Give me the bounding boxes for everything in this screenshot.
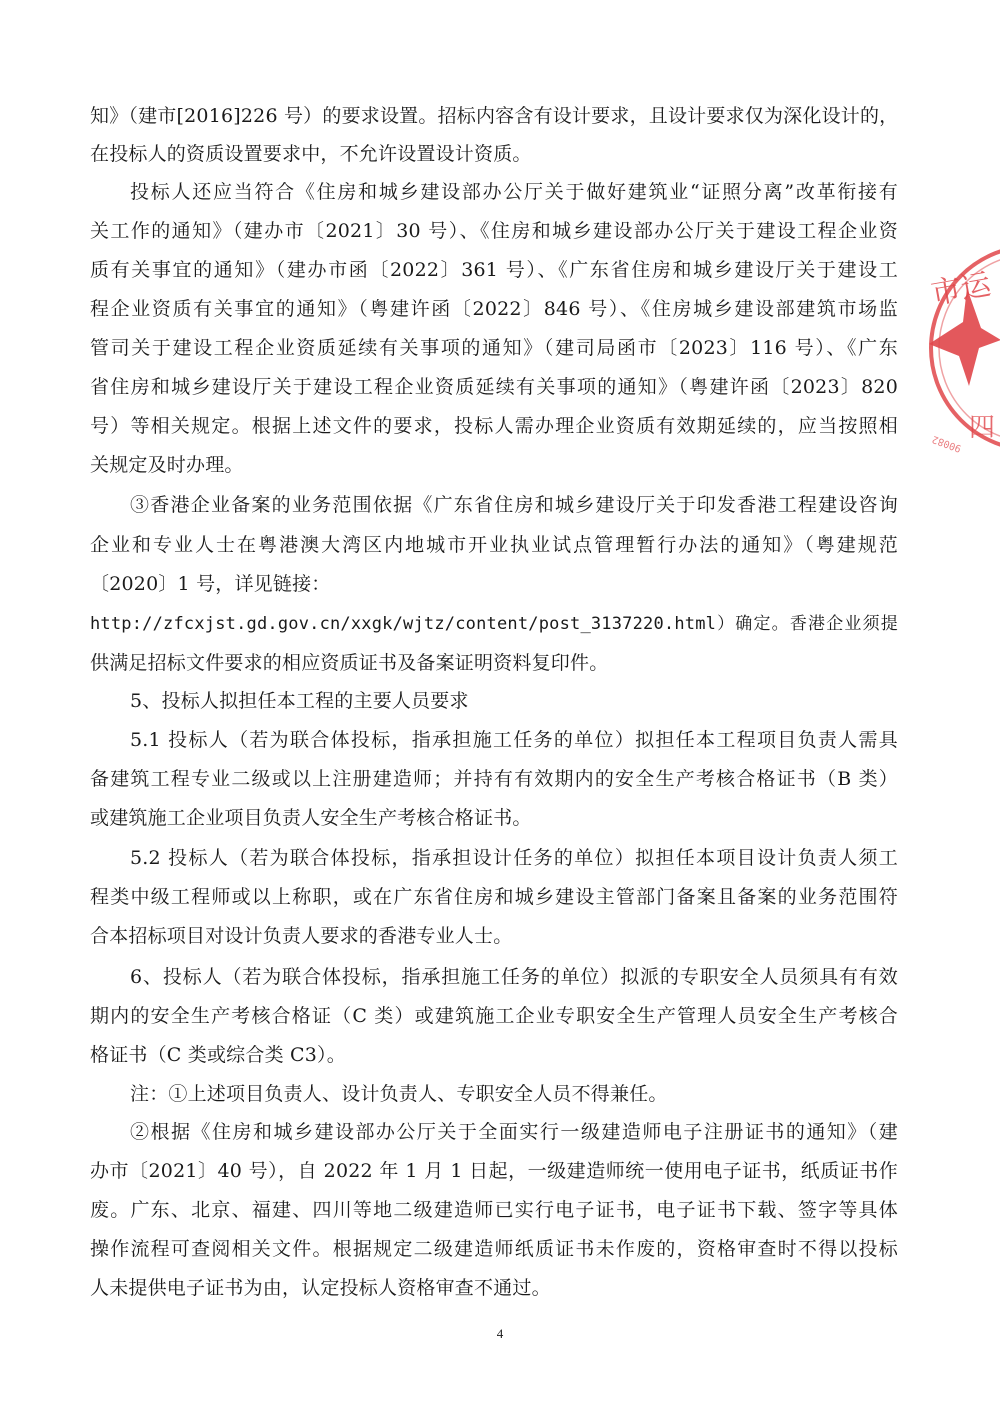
text-line: 合本招标项目对设计负责人要求的香港专业人士。	[90, 925, 513, 947]
text-line: 〔2020〕1 号，详见链接：	[90, 573, 331, 595]
paragraph-first-line: 6、投标人（若为联合体投标，指承担施工任务的单位）拟派的专职安全人员须具有有效	[130, 966, 898, 988]
text-line: 关规定及时办理。	[90, 454, 244, 476]
seal-text: 市运	[928, 267, 994, 312]
text-line: 废。广东、北京、福建、四川等地二级建造师已实行电子证书，电子证书下载、签字等具体	[90, 1199, 898, 1221]
official-seal	[925, 240, 1000, 480]
text-line: 号）等相关规定。根据上述文件的要求，投标人需办理企业资质有效期延续的，应当按照相	[90, 415, 898, 437]
paragraph-first-line: 投标人还应当符合《住房和城乡建设部办公厅关于做好建筑业“证照分离”改革衔接有	[130, 181, 898, 203]
text-line: 人未提供电子证书为由，认定投标人资格审查不通过。	[90, 1277, 551, 1299]
text-line: 知》（建市[2016]226 号）的要求设置。招标内容含有设计要求，且设计要求仅为深化设计的，	[90, 105, 899, 127]
text-line: 备建筑工程专业二级或以上注册建造师；并持有有效期内的安全生产考核合格证书（B 类）	[90, 768, 898, 790]
text-line: 操作流程可查阅相关文件。根据规定二级建造师纸质证书未作废的，资格审查时不得以投标	[90, 1238, 898, 1260]
text-line: 办市〔2021〕40 号），自 2022 年 1 月 1 日起，一级建造师统一使用电子证书，纸质证书作	[90, 1160, 898, 1182]
section-heading: 5、投标人拟担任本工程的主要人员要求	[130, 690, 469, 712]
paragraph-first-line: ③香港企业备案的业务范围依据《广东省住房和城乡建设厅关于印发香港工程建设咨询	[130, 494, 898, 516]
text-line: 期内的安全生产考核合格证（C 类）或建筑施工企业专职安全生产管理人员安全生产考核合	[90, 1005, 898, 1027]
text-line: 格证书（C 类或综合类 C3）。	[90, 1044, 346, 1066]
seal-partial-text: 四	[969, 413, 996, 443]
text-line: 质有关事宜的通知》（建办市函〔2022〕361 号）、《广东省住房和城乡建设厅关于建设工	[90, 259, 898, 281]
text-line: 管司关于建设工程企业资质延续有关事项的通知》（建司局函市〔2023〕116 号）、《广东	[90, 337, 898, 359]
text-line: 程企业资质有关事宜的通知》（粤建许函〔2022〕846 号）、《住房城乡建设部建筑市场监	[90, 298, 898, 320]
text-line: 供满足招标文件要求的相应资质证书及备案证明资料复印件。	[90, 652, 609, 674]
text-line: 或建筑施工企业项目负责人安全生产考核合格证书。	[90, 807, 532, 829]
note-line: 注：①上述项目负责人、设计负责人、专职安全人员不得兼任。	[130, 1083, 668, 1105]
text-line: 关工作的通知》（建办市〔2021〕30 号）、《住房和城乡建设部办公厅关于建设工程企业资	[90, 220, 898, 242]
text-line: 在投标人的资质设置要求中，不允许设置设计资质。	[90, 143, 532, 165]
text-line: 程类中级工程师或以上称职，或在广东省住房和城乡建设主管部门备案且备案的业务范围符	[90, 886, 898, 908]
text-line: 企业和专业人士在粤港澳大湾区内地城市开业执业试点管理暂行办法的通知》（粤建规范	[90, 534, 898, 556]
paragraph-first-line: 5.2 投标人（若为联合体投标，指承担设计任务的单位）拟担任本项目设计负责人须工	[130, 847, 898, 869]
paragraph-first-line: 5.1 投标人（若为联合体投标，指承担施工任务的单位）拟担任本工程项目负责人需具	[130, 729, 898, 751]
page-number: 4	[496, 1326, 504, 1341]
link-text-line: http://zfcxjst.gd.gov.cn/xxgk/wjtz/content/post_3137220.html）确定。香港企业须提	[90, 614, 898, 634]
paragraph-first-line: ②根据《住房和城乡建设部办公厅关于全面实行一级建造师电子注册证书的通知》（建	[130, 1121, 898, 1143]
text-line: 省住房和城乡建设厅关于建设工程企业资质延续有关事项的通知》（粤建许函〔2023〕820	[90, 376, 898, 398]
seal-code: 90082	[930, 433, 963, 454]
